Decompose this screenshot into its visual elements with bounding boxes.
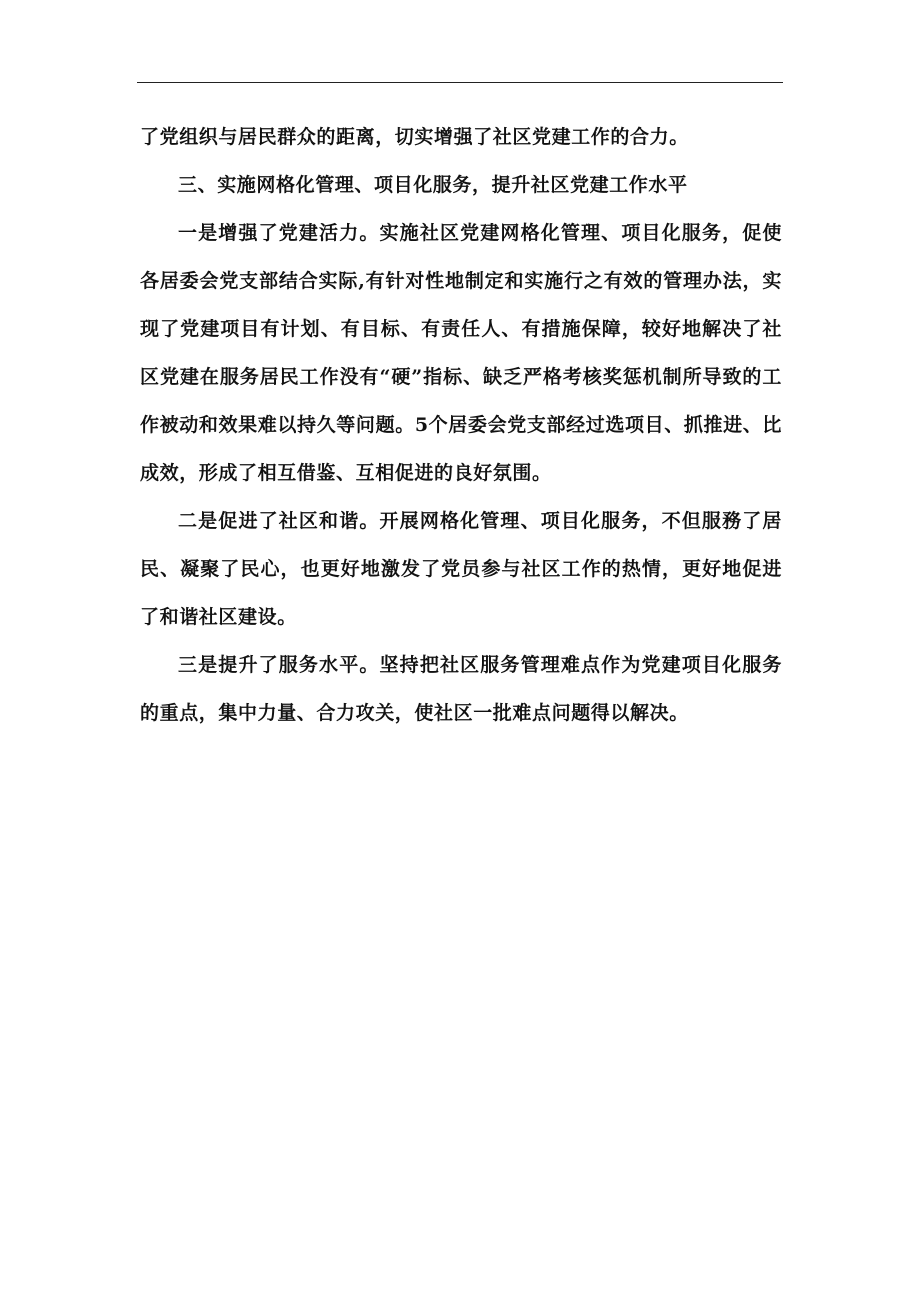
paragraph-community-harmony: 二是促进了社区和谐。开展网格化管理、项目化服务，不但服務了居民、凝聚了民心，也更好地激发了党员参与社区工作的热情，更好地促进了和谐社区建设。 — [140, 510, 782, 628]
paragraph-continuation: 了党组织与居民群众的距离，切实增强了社区党建工作的合力。 — [140, 126, 689, 148]
paragraph-party-vitality: 一是增强了党建活力。实施社区党建网格化管理、项目化服务，促使各居委会党支部结合实际,有针对性地制定和实施行之有效的管理办法，实现了党建项目有计划、有目标、有责任人、有措施保障，较好地解决了社区党建在服务居民工作没有“硬”指标、缺乏严格考核奖惩机制所导致的工作被动和效果难以持久等问题。5个居委会党支部经过选项目、抓推进、比成效，形成了相互借鉴、互相促进的良好氛围。 — [140, 222, 782, 484]
document-body — [140, 113, 782, 737]
header-divider — [137, 82, 783, 83]
section-heading: 三、实施网格化管理、项目化服务，提升社区党建工作水平 — [178, 174, 688, 196]
paragraph-service-level: 三是提升了服务水平。坚持把社区服务管理难点作为党建项目化服务的重点，集中力量、合力攻关，使社区一批难点问题得以解决。 — [140, 654, 782, 724]
